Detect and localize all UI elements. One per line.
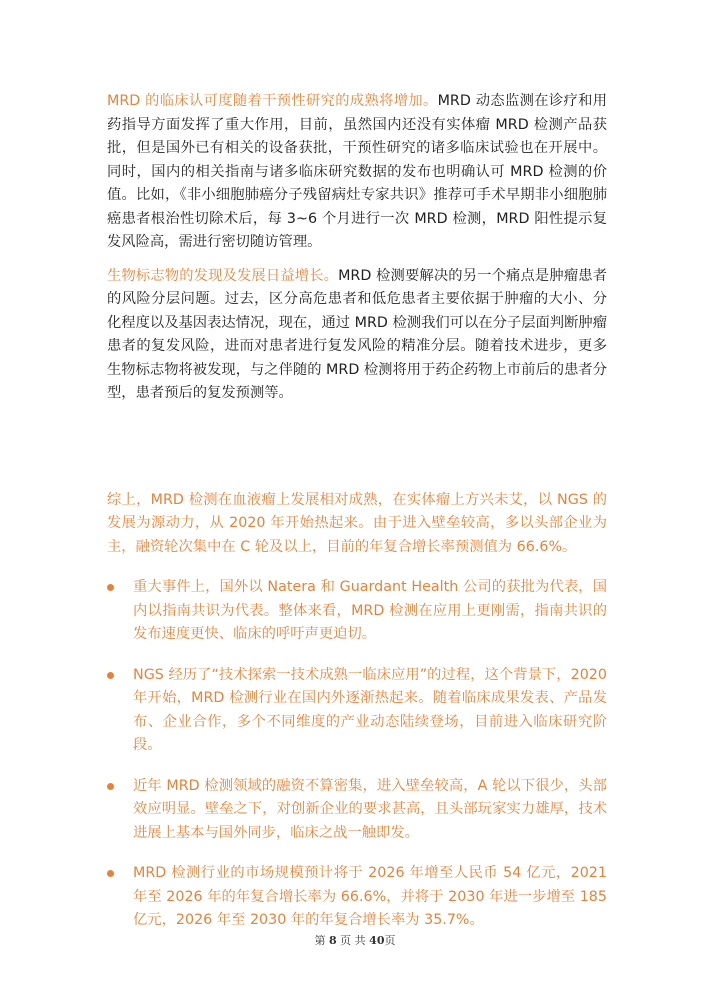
bullet-dot-icon (107, 870, 114, 877)
list-item (107, 576, 607, 647)
summary-bullet-list (107, 576, 607, 933)
paragraph-body: MRD 检测要解决的另一个痛点是肿瘤患者的风险分层问题。过去，区分高危患者和低危患者主要依据于肿瘤的大小、分化程度以及基因表达情况，现在，通过 MRD 检测我们可以在分子层面判断肿瘤患者的复发风险，进而对患者进行复发风险的精准分层。随着技术进步，更多生物标志物将被发现，与之伴随的 MRD 检测将用于药企药物上市前后的患者分型，患者预后的复发预测等。 (107, 267, 608, 401)
list-item (107, 862, 607, 933)
paragraph-lead: 生物标志物的发现及发展日益增长。 (107, 267, 339, 284)
page-footer (0, 932, 710, 948)
list-item-text: 重大事件上，国外以 Natera 和 Guardant Health 公司的获批为代表，国内以指南共识为代表。整体来看，MRD 检测在应用上更刚需，指南共识的发布速度更快、临床的呼吁声更迫切。 (133, 579, 607, 642)
paragraph-lead: MRD 的临床认可度随着干预性研究的成熟将增加。 (107, 93, 438, 109)
list-item (107, 664, 607, 758)
list-item-text: NGS 经历了“技术探索一技术成熟一临床应用”的过程，这个背景下，2020 年开始，MRD 检测行业在国内外逐渐热起来。随着临床成果发表、产品发布、企业合作，多个不同维度的产业动态陆续登场，目前进入临床研究阶段。 (133, 666, 607, 753)
footer-total-pages: 40 (369, 934, 385, 947)
paragraph-clinical-recognition (107, 90, 607, 255)
bullet-dot-icon (107, 584, 114, 591)
list-item-text: MRD 检测行业的市场规模预计将于 2026 年增至人民币 54 亿元，2021 年至 2026 年的年复合增长率为 66.6%，并将于 2030 年进一步增至 185 亿元，2026 年至 2030 年的年复合增长率为 35.7%。 (133, 865, 607, 928)
bullet-dot-icon (107, 672, 114, 679)
footer-suffix: 页 (384, 934, 396, 947)
bullet-dot-icon (107, 783, 114, 790)
paragraph-biomarkers (107, 265, 607, 406)
footer-prefix: 第 (314, 934, 326, 947)
footer-middle: 页 共 (340, 934, 366, 947)
list-item-text: 近年 MRD 检测领域的融资不算密集，进入壁垒较高，A 轮以下很少，头部效应明显。壁垒之下，对创新企业的要求甚高，且头部玩家实力雄厚，技术进展上基本与国外同步，临床之战一触即发。 (133, 777, 607, 841)
summary-paragraph: 综上，MRD 检测在血液瘤上发展相对成熟，在实体瘤上方兴未艾，以 NGS 的发展为源动力，从 2020 年开始热起来。由于进入壁垒较高，多以头部企业为主，融资轮次集中在 C 轮及以上，目前的年复合增长率预测值为 66.6%。 (107, 491, 607, 555)
list-item (107, 775, 607, 846)
page-content (107, 90, 607, 950)
paragraph-body: MRD 动态监测在诊疗和用药指导方面发挥了重大作用，目前，虽然国内还没有实体瘤 MRD 检测产品获批，但是国外已有相关的设备获批，干预性研究的诸多临床试验也在开展中。同时，国内的相关指南与诸多临床研究数据的发布也明确认可 MRD 检测的价值。比如，《非小细胞肺癌分子残留病灶专家共识》推荐可手术早期非小细胞肺癌患者根治性切除术后，每 3~6 个月进行一次 MRD 检测，MRD 阳性提示复发风险高，需进行密切随访管理。 (107, 93, 607, 250)
footer-page-number: 8 (329, 934, 337, 947)
